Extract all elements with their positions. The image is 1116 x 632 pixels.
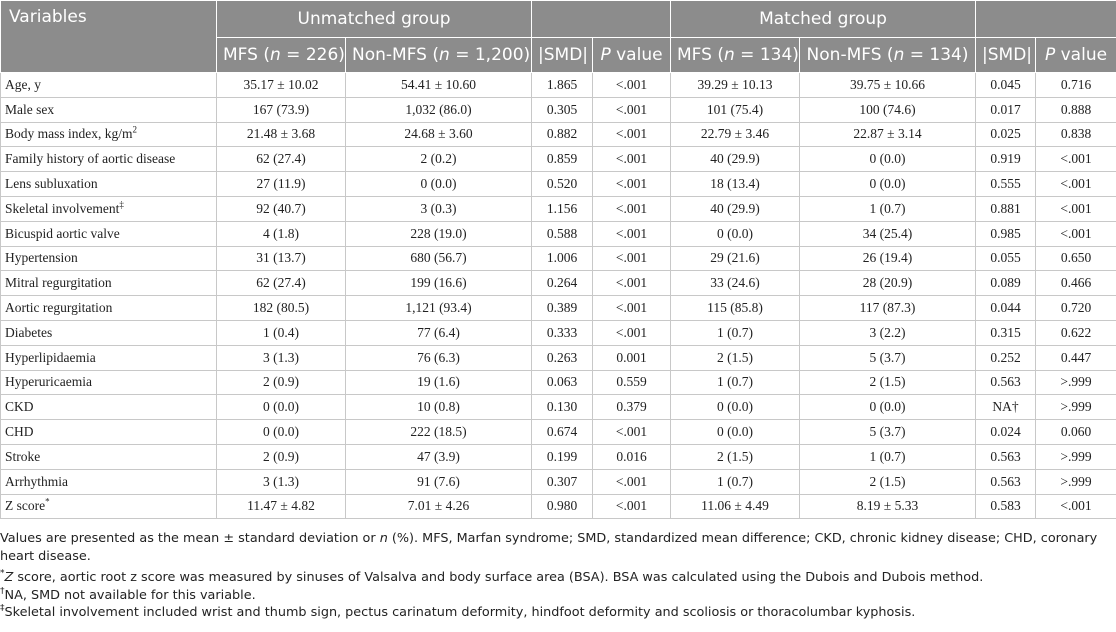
cell-p-matched: <.001 bbox=[1036, 172, 1116, 197]
table-row bbox=[1, 196, 1116, 221]
cell-smd-unmatched: 0.520 bbox=[532, 172, 593, 197]
table-row bbox=[1, 172, 1116, 197]
cell-smd-matched: 0.025 bbox=[976, 122, 1036, 147]
cell-nonmfs-matched: 3 (2.2) bbox=[800, 320, 976, 345]
cell-smd-matched: 0.024 bbox=[976, 420, 1036, 445]
cell-nonmfs-matched: 8.19 ± 5.33 bbox=[800, 494, 976, 519]
cell-p-unmatched: 0.001 bbox=[593, 345, 671, 370]
cell-p-matched: 0.720 bbox=[1036, 296, 1116, 321]
cell-mfs-unmatched: 4 (1.8) bbox=[217, 221, 346, 246]
header-matched-group: Matched group bbox=[671, 1, 976, 38]
cell-mfs-unmatched: 92 (40.7) bbox=[217, 196, 346, 221]
cell-smd-matched: 0.315 bbox=[976, 320, 1036, 345]
cell-mfs-unmatched: 3 (1.3) bbox=[217, 345, 346, 370]
cell-p-matched: 0.888 bbox=[1036, 97, 1116, 122]
cell-p-matched: 0.060 bbox=[1036, 420, 1116, 445]
cell-mfs-matched: 0 (0.0) bbox=[671, 221, 800, 246]
header-p-matched: P value bbox=[1036, 38, 1116, 73]
cell-mfs-matched: 22.79 ± 3.46 bbox=[671, 122, 800, 147]
cell-smd-matched: 0.089 bbox=[976, 271, 1036, 296]
cell-mfs-matched: 40 (29.9) bbox=[671, 196, 800, 221]
footnote-skeletal: ‡Skeletal involvement included wrist and thumb sign, pectus carinatum deformity, hindfoot deformity and scoliosis or thoracolumbar kyphosis. bbox=[0, 603, 916, 620]
cell-variable: Family history of aortic disease bbox=[1, 147, 217, 172]
cell-p-unmatched: <.001 bbox=[593, 494, 671, 519]
header-mfs-unmatched: MFS (n = 226) bbox=[217, 38, 346, 73]
cell-smd-matched: NA† bbox=[976, 395, 1036, 420]
cell-mfs-unmatched: 21.48 ± 3.68 bbox=[217, 122, 346, 147]
cell-p-unmatched: <.001 bbox=[593, 73, 671, 98]
table-row bbox=[1, 73, 1116, 98]
cell-smd-matched: 0.017 bbox=[976, 97, 1036, 122]
cell-p-unmatched: <.001 bbox=[593, 420, 671, 445]
cell-smd-matched: 0.044 bbox=[976, 296, 1036, 321]
table-row bbox=[1, 494, 1116, 519]
cell-smd-unmatched: 0.199 bbox=[532, 444, 593, 469]
cell-smd-matched: 0.985 bbox=[976, 221, 1036, 246]
cell-p-unmatched: <.001 bbox=[593, 172, 671, 197]
cell-p-unmatched: <.001 bbox=[593, 469, 671, 494]
cell-smd-matched: 0.055 bbox=[976, 246, 1036, 271]
cell-mfs-unmatched: 2 (0.9) bbox=[217, 444, 346, 469]
cell-mfs-unmatched: 3 (1.3) bbox=[217, 469, 346, 494]
cell-smd-unmatched: 0.859 bbox=[532, 147, 593, 172]
cell-nonmfs-unmatched: 91 (7.6) bbox=[346, 469, 532, 494]
table-row bbox=[1, 444, 1116, 469]
cell-nonmfs-matched: 1 (0.7) bbox=[800, 444, 976, 469]
header-mfs-matched: MFS (n = 134) bbox=[671, 38, 800, 73]
cell-nonmfs-matched: 26 (19.4) bbox=[800, 246, 976, 271]
cell-mfs-matched: 40 (29.9) bbox=[671, 147, 800, 172]
cell-nonmfs-matched: 1 (0.7) bbox=[800, 196, 976, 221]
cell-p-matched: >.999 bbox=[1036, 395, 1116, 420]
cell-nonmfs-unmatched: 228 (19.0) bbox=[346, 221, 532, 246]
cell-mfs-unmatched: 0 (0.0) bbox=[217, 420, 346, 445]
cell-smd-unmatched: 1.156 bbox=[532, 196, 593, 221]
cell-nonmfs-unmatched: 222 (18.5) bbox=[346, 420, 532, 445]
cell-nonmfs-matched: 5 (3.7) bbox=[800, 420, 976, 445]
cell-p-matched: <.001 bbox=[1036, 196, 1116, 221]
cell-smd-unmatched: 0.307 bbox=[532, 469, 593, 494]
cell-p-matched: 0.622 bbox=[1036, 320, 1116, 345]
table-footnotes bbox=[0, 530, 1112, 622]
cell-smd-matched: 0.563 bbox=[976, 370, 1036, 395]
cell-p-matched: <.001 bbox=[1036, 147, 1116, 172]
cell-p-unmatched: 0.379 bbox=[593, 395, 671, 420]
cell-mfs-matched: 1 (0.7) bbox=[671, 370, 800, 395]
cell-p-unmatched: <.001 bbox=[593, 246, 671, 271]
cell-p-unmatched: <.001 bbox=[593, 271, 671, 296]
cell-nonmfs-unmatched: 77 (6.4) bbox=[346, 320, 532, 345]
cell-variable: Hyperlipidaemia bbox=[1, 345, 217, 370]
cell-mfs-matched: 2 (1.5) bbox=[671, 345, 800, 370]
header-row-groups bbox=[1, 1, 1116, 38]
cell-smd-unmatched: 0.305 bbox=[532, 97, 593, 122]
cell-smd-matched: 0.555 bbox=[976, 172, 1036, 197]
cell-smd-matched: 0.045 bbox=[976, 73, 1036, 98]
cell-nonmfs-unmatched: 2 (0.2) bbox=[346, 147, 532, 172]
cell-mfs-matched: 0 (0.0) bbox=[671, 395, 800, 420]
cell-p-unmatched: <.001 bbox=[593, 97, 671, 122]
cell-mfs-unmatched: 27 (11.9) bbox=[217, 172, 346, 197]
cell-nonmfs-matched: 5 (3.7) bbox=[800, 345, 976, 370]
cell-variable: Lens subluxation bbox=[1, 172, 217, 197]
table-row bbox=[1, 345, 1116, 370]
table-row bbox=[1, 271, 1116, 296]
header-matched-blank bbox=[976, 1, 1116, 38]
cell-nonmfs-unmatched: 0 (0.0) bbox=[346, 172, 532, 197]
cell-smd-unmatched: 0.389 bbox=[532, 296, 593, 321]
header-nonmfs-matched: Non-MFS (n = 134) bbox=[800, 38, 976, 73]
cell-nonmfs-matched: 39.75 ± 10.66 bbox=[800, 73, 976, 98]
cell-variable: Age, y bbox=[1, 73, 217, 98]
cell-p-matched: >.999 bbox=[1036, 370, 1116, 395]
cell-mfs-matched: 101 (75.4) bbox=[671, 97, 800, 122]
cell-smd-unmatched: 0.263 bbox=[532, 345, 593, 370]
cell-mfs-unmatched: 2 (0.9) bbox=[217, 370, 346, 395]
cell-variable: Diabetes bbox=[1, 320, 217, 345]
cell-nonmfs-unmatched: 24.68 ± 3.60 bbox=[346, 122, 532, 147]
cell-nonmfs-matched: 28 (20.9) bbox=[800, 271, 976, 296]
table-row bbox=[1, 221, 1116, 246]
cell-nonmfs-unmatched: 680 (56.7) bbox=[346, 246, 532, 271]
cell-nonmfs-unmatched: 7.01 ± 4.26 bbox=[346, 494, 532, 519]
table-row bbox=[1, 469, 1116, 494]
cell-nonmfs-matched: 0 (0.0) bbox=[800, 172, 976, 197]
table-row bbox=[1, 246, 1116, 271]
cell-smd-unmatched: 0.882 bbox=[532, 122, 593, 147]
cell-mfs-matched: 115 (85.8) bbox=[671, 296, 800, 321]
table-body bbox=[1, 73, 1116, 519]
table-row bbox=[1, 420, 1116, 445]
header-smd-unmatched: |SMD| bbox=[532, 38, 593, 73]
cell-mfs-unmatched: 167 (73.9) bbox=[217, 97, 346, 122]
table-row bbox=[1, 147, 1116, 172]
cell-p-unmatched: <.001 bbox=[593, 196, 671, 221]
cell-mfs-unmatched: 62 (27.4) bbox=[217, 271, 346, 296]
cell-nonmfs-matched: 2 (1.5) bbox=[800, 370, 976, 395]
cell-mfs-matched: 2 (1.5) bbox=[671, 444, 800, 469]
header-variables: Variables bbox=[1, 1, 217, 73]
cell-smd-matched: 0.881 bbox=[976, 196, 1036, 221]
cell-smd-unmatched: 0.063 bbox=[532, 370, 593, 395]
cell-variable: Arrhythmia bbox=[1, 469, 217, 494]
cell-p-unmatched: <.001 bbox=[593, 147, 671, 172]
cell-smd-unmatched: 0.674 bbox=[532, 420, 593, 445]
cell-mfs-matched: 1 (0.7) bbox=[671, 320, 800, 345]
cell-variable: Z score* bbox=[1, 494, 217, 519]
cell-p-matched: 0.650 bbox=[1036, 246, 1116, 271]
cell-smd-unmatched: 1.006 bbox=[532, 246, 593, 271]
cell-p-unmatched: <.001 bbox=[593, 122, 671, 147]
cell-nonmfs-unmatched: 47 (3.9) bbox=[346, 444, 532, 469]
cell-variable: Bicuspid aortic valve bbox=[1, 221, 217, 246]
header-nonmfs-unmatched: Non-MFS (n = 1,200) bbox=[346, 38, 532, 73]
cell-nonmfs-matched: 34 (25.4) bbox=[800, 221, 976, 246]
header-p-unmatched: P value bbox=[593, 38, 671, 73]
cell-smd-unmatched: 0.264 bbox=[532, 271, 593, 296]
cell-smd-unmatched: 0.588 bbox=[532, 221, 593, 246]
cell-smd-unmatched: 1.865 bbox=[532, 73, 593, 98]
cell-smd-matched: 0.252 bbox=[976, 345, 1036, 370]
cell-p-matched: <.001 bbox=[1036, 221, 1116, 246]
cell-nonmfs-unmatched: 10 (0.8) bbox=[346, 395, 532, 420]
cell-p-matched: 0.447 bbox=[1036, 345, 1116, 370]
cell-p-unmatched: <.001 bbox=[593, 296, 671, 321]
table-row bbox=[1, 97, 1116, 122]
cell-smd-unmatched: 0.980 bbox=[532, 494, 593, 519]
cell-smd-unmatched: 0.130 bbox=[532, 395, 593, 420]
cell-p-unmatched: 0.016 bbox=[593, 444, 671, 469]
table-row bbox=[1, 395, 1116, 420]
footnote-general: Values are presented as the mean ± standard deviation or n (%). MFS, Marfan syndrome; SMD, standardized mean difference; CKD, chronic kidney disease; CHD, coronary heart disease. bbox=[0, 531, 1098, 564]
cell-p-matched: >.999 bbox=[1036, 469, 1116, 494]
cell-variable: Mitral regurgitation bbox=[1, 271, 217, 296]
cell-mfs-unmatched: 31 (13.7) bbox=[217, 246, 346, 271]
footnote-z-score: *Z score, aortic root z score was measured by sinuses of Valsalva and body surface area (BSA). BSA was calculated using the Dubois and Dubois method. bbox=[0, 568, 984, 585]
cell-variable: Skeletal involvement‡ bbox=[1, 196, 217, 221]
cell-nonmfs-unmatched: 1,032 (86.0) bbox=[346, 97, 532, 122]
cell-variable: Aortic regurgitation bbox=[1, 296, 217, 321]
cell-p-matched: 0.838 bbox=[1036, 122, 1116, 147]
cell-smd-matched: 0.563 bbox=[976, 444, 1036, 469]
cell-variable: Hypertension bbox=[1, 246, 217, 271]
cell-nonmfs-unmatched: 3 (0.3) bbox=[346, 196, 532, 221]
cell-nonmfs-matched: 2 (1.5) bbox=[800, 469, 976, 494]
table-row bbox=[1, 320, 1116, 345]
cell-mfs-unmatched: 182 (80.5) bbox=[217, 296, 346, 321]
cell-p-matched: <.001 bbox=[1036, 494, 1116, 519]
cell-p-matched: 0.466 bbox=[1036, 271, 1116, 296]
header-unmatched-group: Unmatched group bbox=[217, 1, 532, 38]
cell-mfs-unmatched: 11.47 ± 4.82 bbox=[217, 494, 346, 519]
cell-mfs-matched: 18 (13.4) bbox=[671, 172, 800, 197]
cell-variable: Body mass index, $kg/m^2$ bbox=[1, 122, 217, 147]
cell-mfs-matched: 0 (0.0) bbox=[671, 420, 800, 445]
cell-nonmfs-unmatched: 54.41 ± 10.60 bbox=[346, 73, 532, 98]
cell-mfs-unmatched: 0 (0.0) bbox=[217, 395, 346, 420]
cell-variable: Male sex bbox=[1, 97, 217, 122]
cell-p-unmatched: <.001 bbox=[593, 221, 671, 246]
cell-nonmfs-matched: 0 (0.0) bbox=[800, 395, 976, 420]
footnote-na: †NA, SMD not available for this variable. bbox=[0, 586, 256, 603]
cell-nonmfs-matched: 22.87 ± 3.14 bbox=[800, 122, 976, 147]
cell-nonmfs-matched: 100 (74.6) bbox=[800, 97, 976, 122]
cell-nonmfs-matched: 117 (87.3) bbox=[800, 296, 976, 321]
cell-p-unmatched: <.001 bbox=[593, 320, 671, 345]
cell-nonmfs-unmatched: 1,121 (93.4) bbox=[346, 296, 532, 321]
cell-variable: CHD bbox=[1, 420, 217, 445]
cell-nonmfs-matched: 0 (0.0) bbox=[800, 147, 976, 172]
cell-nonmfs-unmatched: 76 (6.3) bbox=[346, 345, 532, 370]
cell-nonmfs-unmatched: 19 (1.6) bbox=[346, 370, 532, 395]
table-row bbox=[1, 122, 1116, 147]
cell-p-matched: >.999 bbox=[1036, 444, 1116, 469]
cell-mfs-matched: 33 (24.6) bbox=[671, 271, 800, 296]
cell-variable: Hyperuricaemia bbox=[1, 370, 217, 395]
cell-mfs-unmatched: 35.17 ± 10.02 bbox=[217, 73, 346, 98]
cell-mfs-matched: 11.06 ± 4.49 bbox=[671, 494, 800, 519]
cell-p-unmatched: 0.559 bbox=[593, 370, 671, 395]
cell-mfs-matched: 1 (0.7) bbox=[671, 469, 800, 494]
cell-mfs-matched: 39.29 ± 10.13 bbox=[671, 73, 800, 98]
cell-nonmfs-unmatched: 199 (16.6) bbox=[346, 271, 532, 296]
cell-smd-matched: 0.919 bbox=[976, 147, 1036, 172]
cell-smd-unmatched: 0.333 bbox=[532, 320, 593, 345]
cell-variable: Stroke bbox=[1, 444, 217, 469]
table-row bbox=[1, 296, 1116, 321]
cell-p-matched: 0.716 bbox=[1036, 73, 1116, 98]
cell-mfs-matched: 29 (21.6) bbox=[671, 246, 800, 271]
header-smd-matched: |SMD| bbox=[976, 38, 1036, 73]
cell-variable: CKD bbox=[1, 395, 217, 420]
table-row bbox=[1, 370, 1116, 395]
cell-mfs-unmatched: 62 (27.4) bbox=[217, 147, 346, 172]
cell-smd-matched: 0.583 bbox=[976, 494, 1036, 519]
header-unmatched-blank bbox=[532, 1, 671, 38]
cell-smd-matched: 0.563 bbox=[976, 469, 1036, 494]
cell-mfs-unmatched: 1 (0.4) bbox=[217, 320, 346, 345]
